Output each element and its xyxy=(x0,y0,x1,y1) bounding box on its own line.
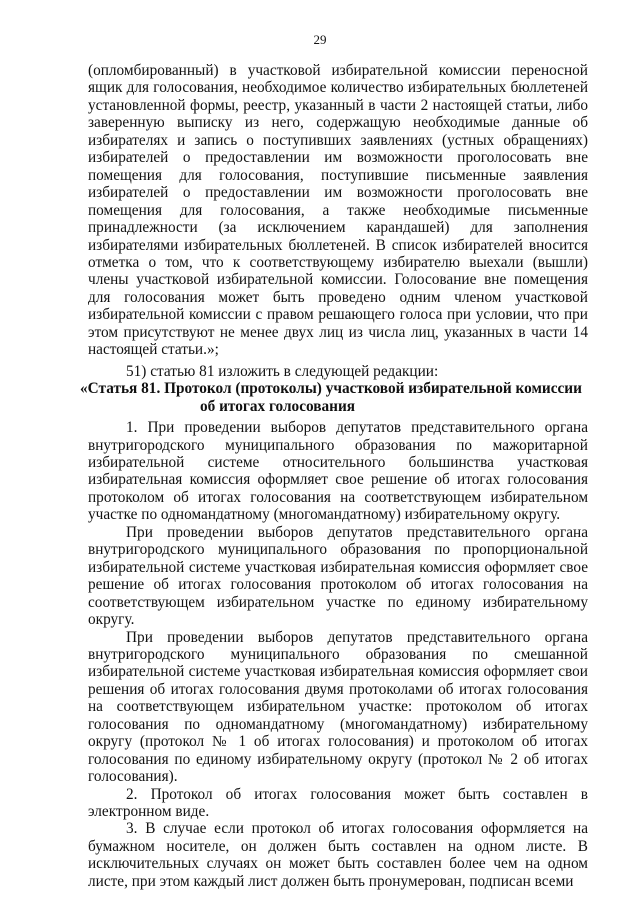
article-81-heading: «Статья 81. Протокол (протоколы) участковой избирательной комиссии xyxy=(80,380,582,398)
paragraph-part-1-mixed: При проведении выборов депутатов представительного органа внутригородского муниципального образования по смешанной избирательной системе участковая избирательная комиссия оформляет свои решения об итогах голосования двумя протоколами об итогах голосования на соответствующем избирательном участке: протоколом об итогах голосования по одномандатному (многомандатному) избирательному округу (протокол № 1 об итогах голосования) и протоколом об итогах голосования по единому избирательному округу (протокол № 2 об итогах голосования). xyxy=(88,628,588,786)
article-81-heading-continued: об итогах голосования xyxy=(200,397,356,415)
paragraph-part-1-proportional: При проведении выборов депутатов представительного органа внутригородского муниципального образования по пропорциональной избирательной системе участковая избирательная комиссия оформляет свое решение об итогах голосования протоколом об итогах голосования на соответствующем избирательном участке по единому избирательному округу. xyxy=(88,523,588,629)
document-body xyxy=(80,62,588,890)
paragraph-amendment-51: 51) статью 81 изложить в следующей редакции: xyxy=(126,362,439,380)
paragraph-part-1: 1. При проведении выборов депутатов представительного органа внутригородского муниципального образования по мажоритарной избирательной системе относительного большинства участковая избирательная комиссия оформляет свое решение об итогах голосования протоколом об итогах голосования на соответствующем избирательном участке по одномандатному (многомандатному) избирательному округу. xyxy=(88,419,588,524)
page-number: 29 xyxy=(313,32,327,47)
paragraph-part-3: 3. В случае если протокол об итогах голосования оформляется на бумажном носителе, он должен быть составлен на одном листе. В исключительных случаях он может быть составлен более чем на одном листе, при этом каждый лист должен быть пронумерован, подписан всеми xyxy=(88,820,588,890)
paragraph-part-2: 2. Протокол об итогах голосования может быть составлен в электронном виде. xyxy=(88,785,588,821)
paragraph-continuation: (опломбированный) в участковой избирательной комиссии переносной ящик для голосования, необходимое количество избирательных бюллетеней установленной формы, реестр, указанный в части 2 настоящей статьи, либо заверенную выписку из него, содержащую необходимые данные об избирателях и запись о поступивших заявлениях (устных обращениях) избирателей о предоставлении им возможности проголосовать вне помещения для голосования, поступившие письменные заявления избирателей о предоставлении им возможности проголосовать вне помещения для голосования, а также необходимые письменные принадлежности (за исключением карандашей) для заполнения избирателями избирательных бюллетеней. В список избирателей вносится отметка о том, что к соответствующему избирателю выехали (вышли) члены участковой избирательной комиссии. Голосование вне помещения для голосования может быть проведено одним членом участковой избирательной комиссии с правом решающего голоса при условии, что при этом присутствуют не менее двух лиц из числа лиц, указанных в части 14 настоящей статьи.»; xyxy=(88,62,588,359)
